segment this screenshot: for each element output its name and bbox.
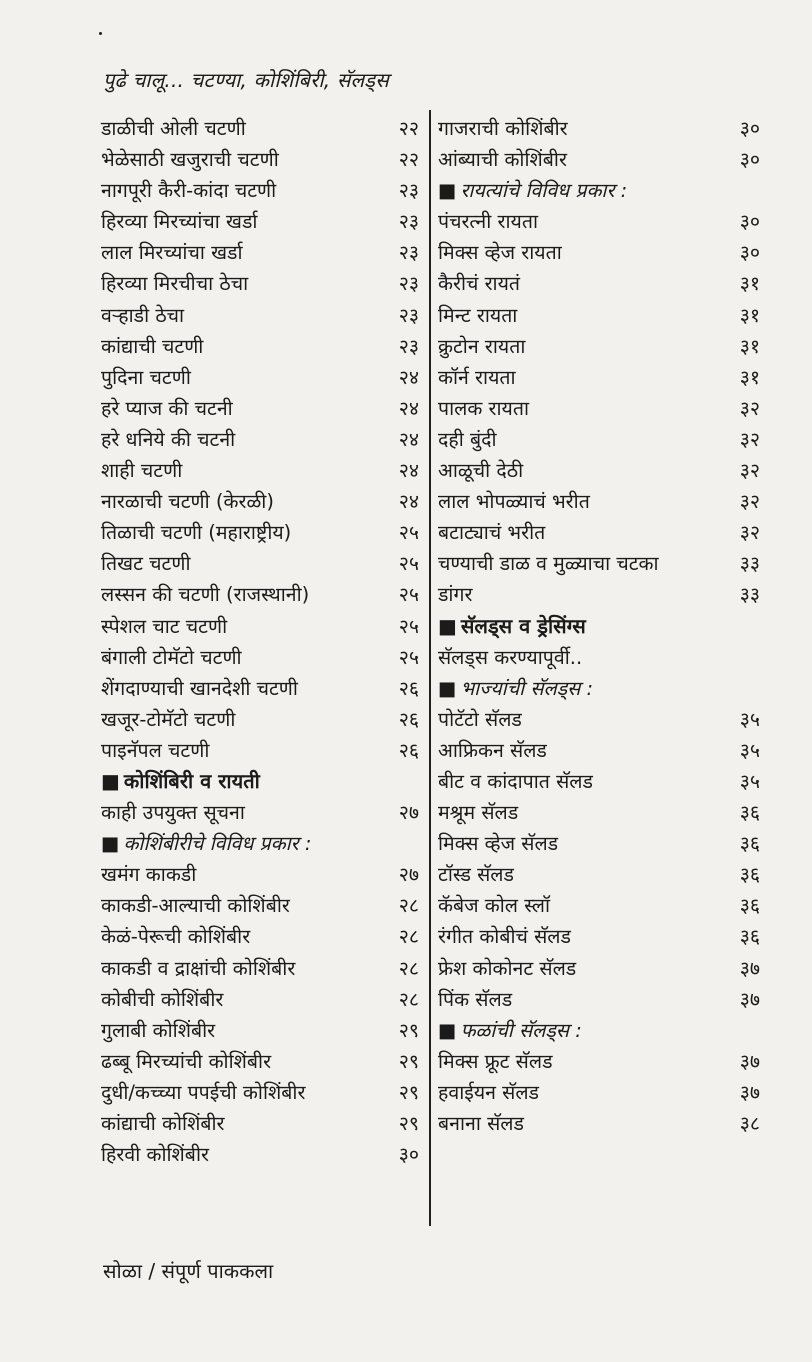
entry-page-number: ३२	[739, 459, 760, 483]
toc-entry	[101, 1108, 419, 1139]
entry-title: काही उपयुक्त सूचना	[101, 801, 245, 825]
entry-title: खमंग काकडी	[101, 863, 197, 887]
entry-page-number: ३६	[739, 863, 760, 887]
toc-left-column	[101, 113, 419, 1170]
toc-right-column	[438, 113, 760, 1139]
square-bullet-icon: ■	[101, 768, 120, 793]
entry-page-number: २५	[398, 614, 419, 638]
entry-page-number: २३	[398, 272, 419, 296]
toc-entry	[101, 331, 419, 362]
entry-title: स्पेशल चाट चटणी	[101, 614, 228, 638]
entry-page-number: २४	[398, 427, 419, 451]
toc-entry	[101, 579, 419, 610]
entry-title: पिंक सॅलड	[438, 987, 513, 1011]
toc-entry	[101, 362, 419, 393]
square-bullet-icon: ■	[438, 1018, 457, 1042]
entry-page-number: ३५	[739, 769, 760, 793]
subsection-heading	[438, 175, 760, 206]
entry-title: लस्सन की चटणी (राजस्थानी)	[101, 583, 310, 607]
entry-page-number: ३६	[739, 925, 760, 949]
entry-page-number: ३२	[739, 427, 760, 451]
entry-page-number: २३	[398, 210, 419, 234]
entry-title: दुधी/कच्च्या पपईची कोशिंबीर	[101, 1080, 306, 1104]
entry-title: फ्रेश कोकोनट सॅलड	[438, 956, 577, 980]
entry-page-number: २८	[398, 894, 419, 918]
toc-entry	[438, 704, 760, 735]
toc-entry	[101, 424, 419, 455]
entry-page-number: २३	[398, 241, 419, 265]
entry-page-number: ३२	[739, 490, 760, 514]
entry-page-number: २९	[398, 1018, 419, 1042]
entry-title: हिरव्या मिरच्यांचा खर्डा	[101, 210, 258, 234]
entry-page-number: २८	[398, 956, 419, 980]
entry-page-number: ३८	[739, 1112, 760, 1135]
entry-page-number: ३६	[739, 832, 760, 856]
entry-page-number: २९	[398, 1080, 419, 1104]
toc-entry	[438, 455, 760, 486]
entry-page-number: २९	[398, 1049, 419, 1073]
toc-entry	[438, 828, 760, 859]
entry-page-number: २३	[398, 303, 419, 327]
entry-page-number: २५	[398, 521, 419, 545]
entry-page-number: ३१	[739, 365, 760, 389]
entry-page-number: ३३	[739, 583, 760, 607]
toc-entry	[101, 797, 419, 828]
toc-entry	[101, 517, 419, 548]
entry-title: बीट व कांदापात सॅलड	[438, 769, 593, 793]
entry-title: मिक्स व्हेज सॅलड	[438, 832, 559, 856]
entry-title: पोटॅटो सॅलड	[438, 707, 522, 731]
entry-title: ढब्बू मिरच्यांची कोशिंबीर	[101, 1049, 272, 1073]
toc-entry	[438, 268, 760, 299]
entry-page-number: ३१	[739, 334, 760, 358]
entry-title: गाजराची कोशिंबीर	[438, 117, 568, 140]
entry-page-number: ३०	[739, 148, 760, 172]
entry-page-number: ३०	[398, 1143, 419, 1167]
entry-page-number: ३७	[739, 956, 760, 980]
entry-title: तिखट चटणी	[101, 552, 191, 576]
entry-title: पंचरत्नी रायता	[438, 210, 538, 234]
toc-entry	[101, 1077, 419, 1108]
entry-title: बटाट्याचं भरीत	[438, 521, 546, 545]
toc-entry	[438, 642, 760, 673]
entry-title: कॅबेज कोल स्लॉ	[438, 894, 551, 918]
toc-entry	[101, 1139, 419, 1170]
entry-title: बनाना सॅलड	[438, 1112, 524, 1135]
running-header: पुढे चालू... चटण्या, कोशिंबिरी, सॅलड्स	[103, 68, 389, 92]
entry-title: फळांची सॅलड्स :	[460, 1018, 582, 1042]
entry-title: गुलाबी कोशिंबीर	[101, 1018, 216, 1042]
entry-title: चण्याची डाळ व मुळ्याचा चटका	[438, 552, 659, 576]
toc-entry	[101, 206, 419, 237]
toc-entry	[438, 424, 760, 455]
toc-entry	[101, 735, 419, 766]
entry-title: क्रुटोन रायता	[438, 334, 526, 358]
square-bullet-icon: ■	[438, 676, 457, 700]
entry-title: मिक्स फ्रूट सॅलड	[438, 1049, 553, 1073]
subsection-heading	[438, 1015, 760, 1046]
entry-page-number: २४	[398, 396, 419, 420]
entry-title: नागपूरी कैरी-कांदा चटणी	[101, 179, 277, 203]
entry-page-number: ३१	[739, 303, 760, 327]
section-heading	[101, 766, 419, 797]
entry-title: कांद्याची चटणी	[101, 334, 204, 358]
entry-page-number: २६	[398, 676, 419, 700]
toc-entry	[438, 579, 760, 610]
toc-entry	[438, 517, 760, 548]
toc-entry	[438, 1046, 760, 1077]
entry-title: सॅलड्स करण्यापूर्वी..	[438, 645, 583, 669]
toc-entry	[438, 797, 760, 828]
entry-page-number: ३०	[739, 241, 760, 265]
entry-title: कांद्याची कोशिंबीर	[101, 1112, 225, 1135]
column-divider	[429, 110, 431, 1226]
entry-page-number: २४	[398, 459, 419, 483]
subsection-heading	[101, 828, 419, 859]
entry-title: हरे प्याज की चटनी	[101, 396, 233, 420]
toc-entry	[101, 548, 419, 579]
toc-entry	[101, 984, 419, 1015]
toc-entry	[438, 144, 760, 175]
square-bullet-icon: ■	[438, 179, 457, 203]
entry-title: रायत्यांचे विविध प्रकार :	[460, 179, 628, 203]
section-heading	[438, 611, 760, 642]
entry-title: आंब्याची कोशिंबीर	[438, 148, 567, 172]
entry-page-number: २४	[398, 365, 419, 389]
entry-page-number: २८	[398, 987, 419, 1011]
toc-entry	[101, 237, 419, 268]
entry-title: कॉर्न रायता	[438, 365, 516, 389]
entry-page-number: ३०	[739, 210, 760, 234]
entry-title: मिक्स व्हेज रायता	[438, 241, 562, 265]
entry-page-number: २२	[398, 117, 419, 140]
entry-page-number: ३७	[739, 1080, 760, 1104]
entry-title: केळं-पेरूची कोशिंबीर	[101, 925, 251, 949]
toc-entry	[101, 704, 419, 735]
entry-page-number: २५	[398, 552, 419, 576]
entry-title: हवाईयन सॅलड	[438, 1080, 539, 1104]
toc-entry	[438, 921, 760, 952]
subsection-heading	[438, 673, 760, 704]
entry-title: पुदिना चटणी	[101, 365, 191, 389]
toc-entry	[101, 175, 419, 206]
toc-entry	[438, 362, 760, 393]
toc-entry	[438, 953, 760, 984]
entry-title: रंगीत कोबीचं सॅलड	[438, 925, 571, 949]
toc-entry	[101, 393, 419, 424]
toc-entry	[101, 268, 419, 299]
entry-title: मिन्ट रायता	[438, 303, 518, 327]
entry-page-number: ३७	[739, 1049, 760, 1073]
entry-page-number: २६	[398, 738, 419, 762]
entry-page-number: २२	[398, 148, 419, 172]
toc-entry	[101, 611, 419, 642]
toc-entry	[101, 921, 419, 952]
entry-page-number: ३०	[739, 117, 760, 140]
toc-entry	[101, 455, 419, 486]
entry-title: टॉस्ड सॅलड	[438, 863, 514, 887]
entry-title: लाल भोपळ्याचं भरीत	[438, 490, 590, 514]
entry-page-number: २३	[398, 334, 419, 358]
entry-title: हिरवी कोशिंबीर	[101, 1143, 209, 1167]
entry-title: वऱ्हाडी ठेचा	[101, 303, 185, 327]
entry-page-number: २५	[398, 645, 419, 669]
entry-title: पालक रायता	[438, 396, 530, 420]
entry-title: काकडी-आल्याची कोशिंबीर	[101, 894, 290, 918]
entry-page-number: २३	[398, 179, 419, 203]
entry-page-number: २८	[398, 925, 419, 949]
toc-entry	[101, 673, 419, 704]
entry-page-number: २९	[398, 1112, 419, 1135]
entry-title: बंगाली टोमॅटो चटणी	[101, 645, 242, 669]
toc-entry	[101, 113, 419, 144]
toc-entry	[438, 890, 760, 921]
toc-entry	[438, 486, 760, 517]
entry-title: तिळाची चटणी (महाराष्ट्रीय)	[101, 521, 292, 545]
entry-title: दही बुंदी	[438, 427, 497, 451]
toc-entry	[438, 393, 760, 424]
entry-title: डांगर	[438, 583, 473, 607]
entry-title: भेळेसाठी खजुराची चटणी	[101, 148, 279, 172]
toc-entry	[438, 300, 760, 331]
toc-entry	[101, 859, 419, 890]
entry-page-number: ३६	[739, 894, 760, 918]
entry-title: हिरव्या मिरचीचा ठेचा	[101, 272, 249, 296]
entry-title: शाही चटणी	[101, 459, 183, 483]
entry-title: आफ्रिकन सॅलड	[438, 738, 547, 762]
toc-entry	[438, 113, 760, 144]
entry-title: कोबीची कोशिंबीर	[101, 987, 224, 1011]
square-bullet-icon: ■	[438, 613, 457, 638]
entry-page-number: ३२	[739, 521, 760, 545]
entry-title: डाळीची ओली चटणी	[101, 117, 246, 140]
toc-entry	[438, 206, 760, 237]
toc-entry	[101, 486, 419, 517]
entry-title: कैरीचं रायतं	[438, 272, 521, 296]
entry-title: नारळाची चटणी (केरळी)	[101, 490, 274, 514]
toc-entry	[101, 642, 419, 673]
toc-entry	[101, 953, 419, 984]
toc-entry	[438, 331, 760, 362]
toc-entry	[101, 1015, 419, 1046]
entry-title: मश्रूम सॅलड	[438, 801, 519, 825]
toc-entry	[438, 859, 760, 890]
entry-title: पाइनॅपल चटणी	[101, 738, 210, 762]
entry-page-number: २६	[398, 707, 419, 731]
entry-title: सॅलड्स व ड्रेसिंग्स	[460, 613, 586, 638]
toc-entry	[101, 1046, 419, 1077]
toc-entry	[438, 1108, 760, 1139]
toc-entry	[438, 735, 760, 766]
entry-page-number: ३२	[739, 396, 760, 420]
entry-page-number: ३५	[739, 707, 760, 731]
entry-title: आळूची देठी	[438, 459, 524, 483]
entry-page-number: २७	[398, 801, 419, 825]
toc-entry	[101, 144, 419, 175]
toc-entry	[101, 300, 419, 331]
entry-page-number: २५	[398, 583, 419, 607]
entry-title: काकडी व द्राक्षांची कोशिंबीर	[101, 956, 296, 980]
entry-title: लाल मिरच्यांचा खर्डा	[101, 241, 243, 265]
entry-title: कोशिंबीरीचे विविध प्रकार :	[123, 832, 312, 856]
toc-entry	[438, 548, 760, 579]
toc-entry	[438, 1077, 760, 1108]
entry-page-number: ३५	[739, 738, 760, 762]
toc-entry	[438, 984, 760, 1015]
entry-title: कोशिंबिरी व रायती	[123, 768, 260, 793]
entry-page-number: ३७	[739, 987, 760, 1011]
entry-page-number: २४	[398, 490, 419, 514]
page-footer: सोळा / संपूर्ण पाककला	[103, 1259, 274, 1283]
entry-page-number: ३३	[739, 552, 760, 576]
entry-page-number: ३१	[739, 272, 760, 296]
page-speck	[99, 32, 102, 35]
entry-page-number: ३६	[739, 801, 760, 825]
entry-title: शेंगदाण्याची खानदेशी चटणी	[101, 676, 298, 700]
entry-title: खजूर-टोमॅटो चटणी	[101, 707, 236, 731]
toc-entry	[101, 890, 419, 921]
square-bullet-icon: ■	[101, 832, 120, 856]
entry-title: हरे धनिये की चटनी	[101, 427, 236, 451]
toc-entry	[438, 237, 760, 268]
entry-page-number: २७	[398, 863, 419, 887]
entry-title: भाज्यांची सॅलड्स :	[460, 676, 594, 700]
toc-entry	[438, 766, 760, 797]
